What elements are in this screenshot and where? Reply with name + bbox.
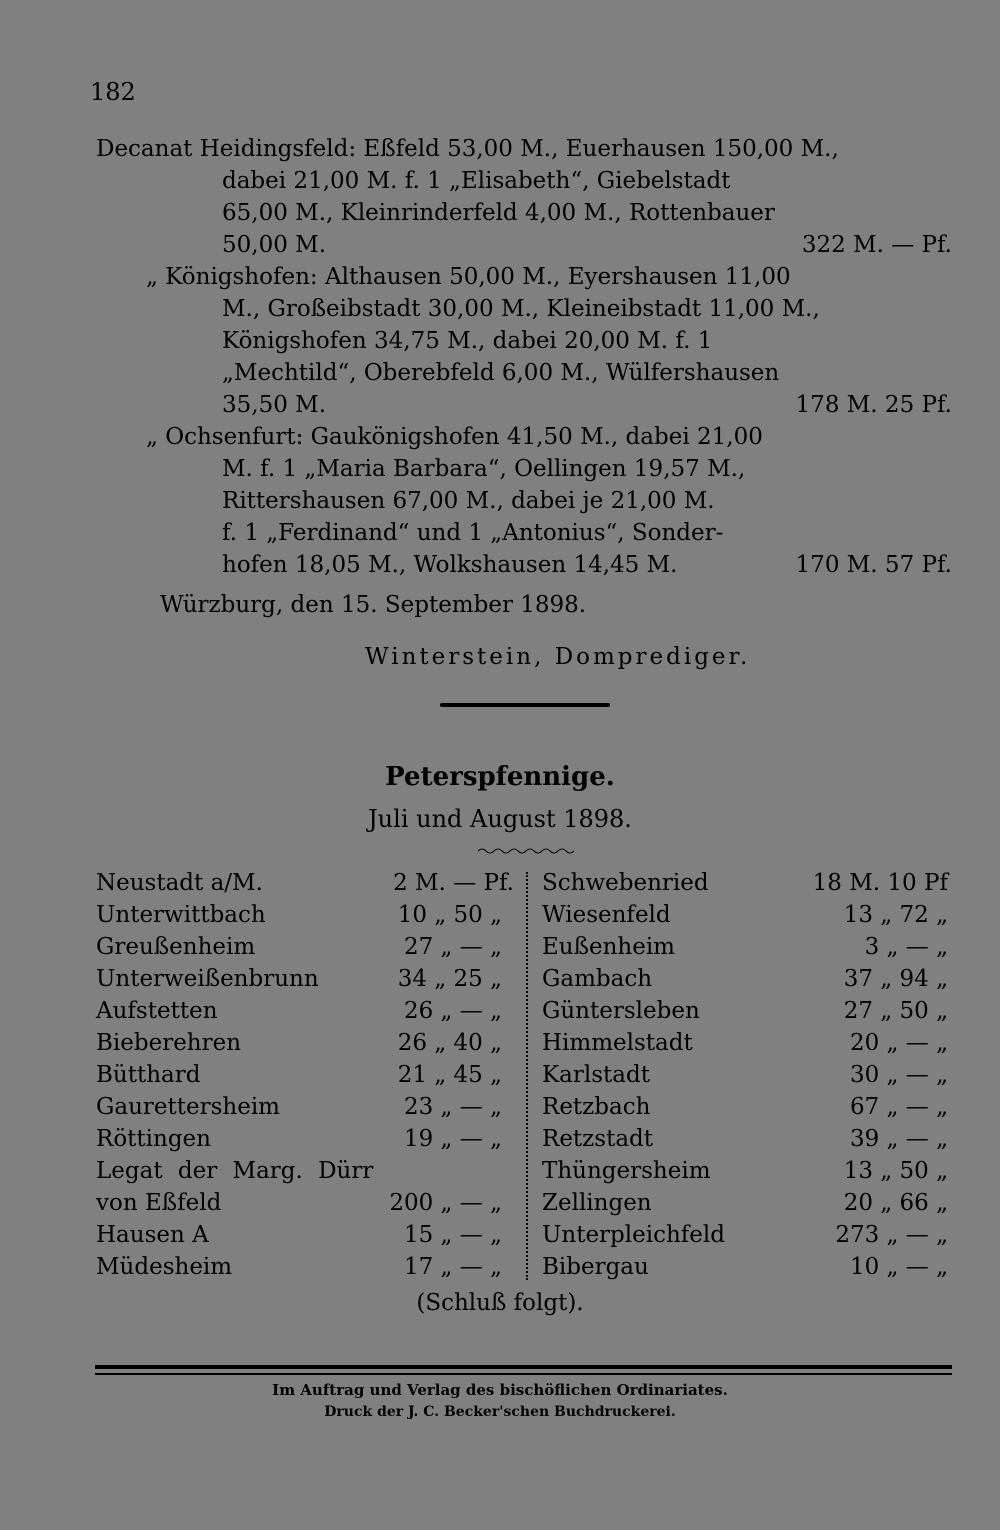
list-item-name: Zellingen bbox=[542, 1190, 652, 1216]
list-item-name: Schwebenried bbox=[542, 870, 709, 896]
decanat-line: Königshofen 34,75 M., dabei 20,00 M. f. 1 bbox=[222, 328, 713, 354]
list-item-name: Unterwittbach bbox=[96, 902, 266, 928]
list-item-amount: 10 „ 50 „ bbox=[397, 902, 502, 928]
list-item-name: Himmelstadt bbox=[542, 1030, 693, 1056]
list-item-amount: 30 „ — „ bbox=[849, 1062, 948, 1088]
list-item-name: Aufstetten bbox=[96, 998, 218, 1024]
decanat-line: 65,00 M., Kleinrinderfeld 4,00 M., Rottenbauer bbox=[222, 200, 775, 226]
decanat-line: 35,50 M. bbox=[222, 392, 327, 418]
decanat-line: Rittershausen 67,00 M., dabei je 21,00 M. bbox=[222, 488, 715, 514]
list-item-amount: 10 „ — „ bbox=[849, 1254, 948, 1280]
imprint-printer: Druck der J. C. Becker'schen Buchdruckerei. bbox=[324, 1404, 676, 1420]
decanat-line: M., Großeibstadt 30,00 M., Kleineibstadt 11,00 M., bbox=[222, 296, 820, 322]
list-item-amount: 37 „ 94 „ bbox=[843, 966, 948, 992]
list-item-name: Retzbach bbox=[542, 1094, 651, 1120]
list-item-name: Gambach bbox=[542, 966, 653, 992]
decanat-line: M. f. 1 „Maria Barbara“, Oellingen 19,57 M., bbox=[222, 456, 746, 482]
section-title: Peterspfennige. bbox=[385, 762, 615, 792]
column-divider bbox=[526, 872, 528, 1280]
list-item-name: Wiesenfeld bbox=[542, 902, 671, 928]
signature: Winterstein, Domprediger. bbox=[365, 644, 751, 670]
list-item-name: Hausen A bbox=[96, 1222, 209, 1248]
list-item-amount: 20 „ 66 „ bbox=[843, 1190, 948, 1216]
list-item-amount: 27 „ — „ bbox=[403, 934, 502, 960]
list-item-amount: 19 „ — „ bbox=[403, 1126, 502, 1152]
decanat-line: „Mechtild“, Oberebfeld 6,00 M., Wülfershausen bbox=[222, 360, 780, 386]
list-item-amount: 27 „ 50 „ bbox=[843, 998, 948, 1024]
list-item-amount: 15 „ — „ bbox=[403, 1222, 502, 1248]
list-item-amount: 200 „ — „ bbox=[389, 1190, 502, 1216]
list-item-name: von Eßfeld bbox=[96, 1190, 222, 1216]
section-subtitle: Juli und August 1898. bbox=[368, 805, 632, 833]
decanat-line: dabei 21,00 M. f. 1 „Elisabeth“, Giebelstadt bbox=[222, 168, 731, 194]
list-item-amount: 273 „ — „ bbox=[835, 1222, 948, 1248]
footer-rule bbox=[95, 1373, 952, 1375]
list-item-name: Eußenheim bbox=[542, 934, 675, 960]
list-item-amount: 34 „ 25 „ bbox=[397, 966, 502, 992]
list-item-name: Karlstadt bbox=[542, 1062, 650, 1088]
ornament-squiggle bbox=[478, 846, 574, 856]
list-item-name: Güntersleben bbox=[542, 998, 700, 1024]
list-item-amount: 18 M. 10 Pf bbox=[812, 870, 948, 896]
list-item-name: Bütthard bbox=[96, 1062, 201, 1088]
list-item-amount: 2 M. — Pf. bbox=[393, 870, 514, 896]
decanat-line: „ Königshofen: Althausen 50,00 M., Eyershausen 11,00 bbox=[146, 264, 791, 290]
footer-rule bbox=[95, 1365, 952, 1369]
list-item-amount: 26 „ 40 „ bbox=[397, 1030, 502, 1056]
decanat-line: Decanat Heidingsfeld: Eßfeld 53,00 M., Euerhausen 150,00 M., bbox=[96, 136, 839, 162]
list-item-amount: 3 „ — „ bbox=[864, 934, 948, 960]
imprint-publisher: Im Auftrag und Verlag des bischöflichen Ordinariates. bbox=[272, 1381, 728, 1399]
list-item-name: Thüngersheim bbox=[542, 1158, 711, 1184]
list-item-amount: 39 „ — „ bbox=[849, 1126, 948, 1152]
list-item-name: Legat der Marg. Dürr bbox=[96, 1158, 374, 1184]
list-item-amount: 13 „ 72 „ bbox=[843, 902, 948, 928]
list-item-amount: 21 „ 45 „ bbox=[397, 1062, 502, 1088]
list-item-name: Unterpleichfeld bbox=[542, 1222, 725, 1248]
section-separator bbox=[440, 703, 610, 707]
decanat-line: „ Ochsenfurt: Gaukönigshofen 41,50 M., dabei 21,00 bbox=[146, 424, 763, 450]
decanat-total: 170 M. 57 Pf. bbox=[795, 552, 952, 578]
list-item-amount: 67 „ — „ bbox=[849, 1094, 948, 1120]
decanat-total: 322 M. — Pf. bbox=[801, 232, 952, 258]
list-item-name: Greußenheim bbox=[96, 934, 256, 960]
list-item-name: Retzstadt bbox=[542, 1126, 654, 1152]
decanat-line: 50,00 M. bbox=[222, 232, 327, 258]
list-item-name: Röttingen bbox=[96, 1126, 211, 1152]
list-item-amount: 26 „ — „ bbox=[403, 998, 502, 1024]
decanat-line: f. 1 „Ferdinand“ und 1 „Antonius“, Sonder- bbox=[222, 520, 724, 546]
list-item-name: Bibergau bbox=[542, 1254, 649, 1280]
list-item-amount: 13 „ 50 „ bbox=[843, 1158, 948, 1184]
page-number: 182 bbox=[90, 78, 136, 106]
list-item-amount: 17 „ — „ bbox=[403, 1254, 502, 1280]
decanat-total: 178 M. 25 Pf. bbox=[795, 392, 952, 418]
list-item-name: Unterweißenbrunn bbox=[96, 966, 319, 992]
place-date: Würzburg, den 15. September 1898. bbox=[160, 592, 587, 618]
list-item-name: Neustadt a/M. bbox=[96, 870, 263, 896]
list-item-amount: 23 „ — „ bbox=[403, 1094, 502, 1120]
list-item-name: Gaurettersheim bbox=[96, 1094, 280, 1120]
decanat-line: hofen 18,05 M., Wolkshausen 14,45 M. bbox=[222, 552, 678, 578]
continuation-note: (Schluß folgt). bbox=[416, 1290, 584, 1316]
list-item-amount: 20 „ — „ bbox=[849, 1030, 948, 1056]
list-item-name: Müdesheim bbox=[96, 1254, 233, 1280]
list-item-name: Bieberehren bbox=[96, 1030, 242, 1056]
